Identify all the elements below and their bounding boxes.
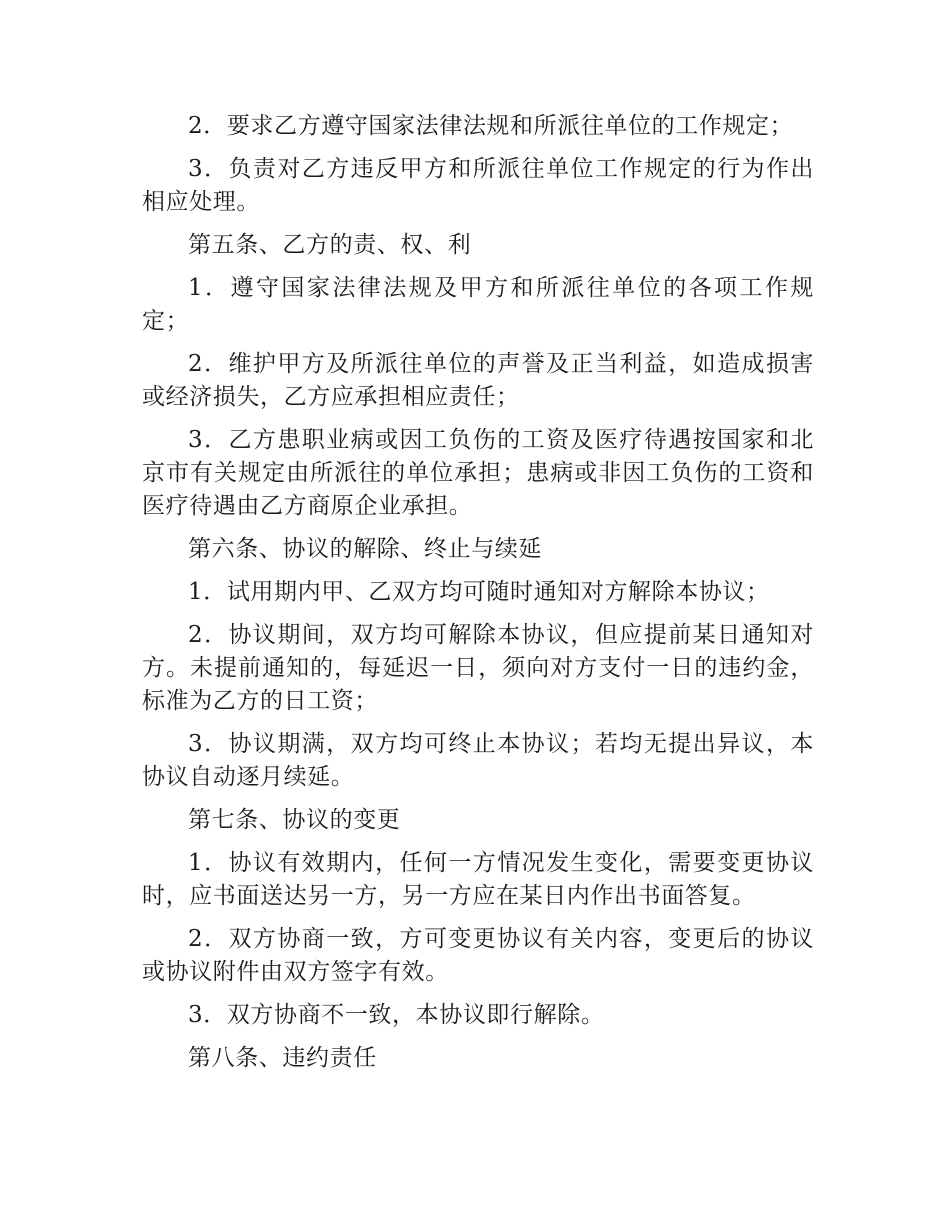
clause-item-2-advance-notice: 2．协议期间，双方均可解除本协议，但应提前某日通知对方。未提前通知的，每延迟一日，须向对方支付一日的违约金，标准为乙方的日工资； bbox=[142, 622, 814, 714]
section-heading-article-6: 第六条、协议的解除、终止与续延 bbox=[188, 536, 542, 562]
section-heading-article-8: 第八条、违约责任 bbox=[188, 1045, 377, 1071]
document-page bbox=[142, 110, 814, 1085]
clause-item-3-violation-handling: 3．负责对乙方违反甲方和所派往单位工作规定的行为作出相应处理。 bbox=[142, 156, 814, 215]
clause-item-3-medical-treatment: 3．乙方患职业病或因工负伤的工资及医疗待遇按国家和北京市有关规定由所派往的单位承担；患病或非因工负伤的工资和医疗待遇由乙方商原企业承担。 bbox=[142, 427, 814, 519]
clause-item-3-disagreement: 3．双方协商不一致，本协议即行解除。 bbox=[188, 1002, 605, 1028]
clause-item-1-change-request: 1．协议有效期内，任何一方情况发生变化，需要变更协议时，应书面送达另一方，另一方应在某日内作出书面答复。 bbox=[142, 850, 814, 909]
clause-item-2-work-rules: 2．要求乙方遵守国家法律法规和所派往单位的工作规定； bbox=[188, 113, 794, 139]
clause-item-1-probation-termination: 1．试用期内甲、乙双方均可随时通知对方解除本协议； bbox=[188, 579, 770, 605]
clause-item-1-obey-rules: 1．遵守国家法律法规及甲方和所派往单位的各项工作规定； bbox=[142, 275, 814, 334]
clause-item-2-reputation: 2．维护甲方及所派往单位的声誉及正当利益，如造成损害或经济损失，乙方应承担相应责任； bbox=[142, 351, 814, 410]
clause-item-3-expiry-renewal: 3．协议期满，双方均可终止本协议；若均无提出异议，本协议自动逐月续延。 bbox=[142, 731, 814, 790]
clause-item-2-mutual-agreement: 2．双方协商一致，方可变更协议有关内容，变更后的协议或协议附件由双方签字有效。 bbox=[142, 926, 814, 985]
section-heading-article-7: 第七条、协议的变更 bbox=[188, 807, 401, 833]
section-heading-article-5: 第五条、乙方的责、权、利 bbox=[188, 232, 472, 258]
